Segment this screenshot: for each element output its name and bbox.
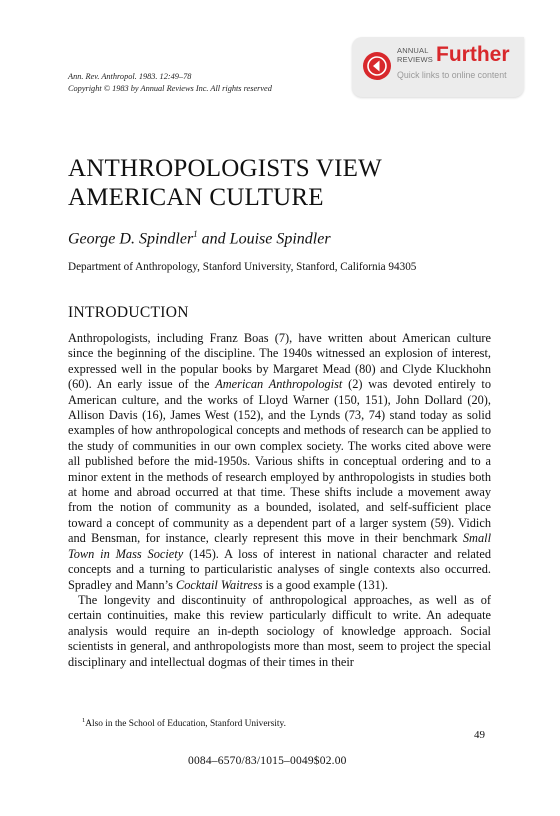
badge-brand-line2: REVIEWS — [397, 54, 433, 64]
paragraph-2: The longevity and discontinuity of anthropological approaches, as well as of certain continuities, make this review particularly difficult to write. An adequate analysis would require an in-depth sociology of knowledge approach. Social scientists in general, and anthropologists more than most, seem to project the special disciplinary and intellectual dogmas of their times in their — [68, 592, 491, 669]
annual-reviews-further-badge[interactable] — [352, 37, 524, 97]
left-arrow-circle-icon — [363, 52, 391, 80]
paragraph-1 — [68, 331, 491, 593]
affiliation: Department of Anthropology, Stanford University, Stanford, California 94305 — [68, 261, 417, 273]
section-heading: INTRODUCTION — [68, 304, 189, 321]
badge-brand — [397, 47, 433, 64]
p1-text-2: (2) was devoted entirely to American culture, and the works of Lloyd Warner (150, 151), John Dollard (20), Allison Davis (16), James West (152), and the Lynds (73, 74) stand today as solid examples of how anthropological concepts and methods of research can be applied to the study of communities in our own complex society. The works cited above were all published before the mid-1950s. Various shifts in conceptual ordering and to a minor extent in the methods of research employed by anthropologists in studies both at home and abroad occurred at that time. These shifts include a movement away from the notion of community as a bounded, isolated, and self-sufficient place toward a concept of community as a dependent part of a larger system (59). Vidich and Bensman, for instance, clearly represent this move in their benchmark — [68, 377, 492, 546]
title-line-2: AMERICAN CULTURE — [68, 184, 324, 211]
author-1: George D. Spindler — [68, 230, 194, 248]
book-title-small-town: Small Town in Mass Society — [68, 531, 491, 561]
p1-text-4: is a good example (131). — [262, 577, 388, 592]
book-title-cocktail-waitress: Cocktail Waitress — [176, 577, 263, 592]
journal-citation: Ann. Rev. Anthropol. 1983. 12:49–78 — [68, 72, 192, 81]
authors — [68, 229, 331, 248]
badge-brand-line1: ANNUAL — [397, 46, 429, 55]
article-title — [68, 154, 382, 212]
article-body — [68, 331, 491, 670]
p1-text-1: Anthropologists, including Franz Boas (7), have written about American culture since the beginning of the discipline. The 1940s witnessed an explosion of interest, expressed well in the popular books by Margaret Mead (80) and Clyde Kluckhohn (60). An early issue of the — [68, 331, 491, 392]
title-line-1: ANTHROPOLOGISTS VIEW — [68, 155, 382, 182]
p1-text-3: (145). A loss of interest in national character and related concepts and a turning to particularistic analyses of single contexts also occurred. Spradley and Mann’s — [68, 546, 491, 592]
author-2: and Louise Spindler — [197, 230, 331, 248]
footnote-marker: 1 — [82, 717, 86, 724]
badge-further-word: Further — [436, 43, 510, 66]
badge-tagline: Quick links to online content — [397, 70, 507, 80]
document-code: 0084–6570/83/1015–0049$02.00 — [188, 755, 347, 767]
footnote — [82, 717, 286, 729]
footnote-text: Also in the School of Education, Stanford University. — [85, 719, 286, 730]
page-number: 49 — [474, 729, 485, 741]
copyright-notice: Copyright © 1983 by Annual Reviews Inc. All rights reserved — [68, 83, 272, 93]
author-footnote-marker[interactable]: 1 — [193, 229, 198, 239]
journal-title-american-anthropologist: American Anthropologist — [215, 377, 343, 392]
journal-info — [68, 71, 272, 94]
